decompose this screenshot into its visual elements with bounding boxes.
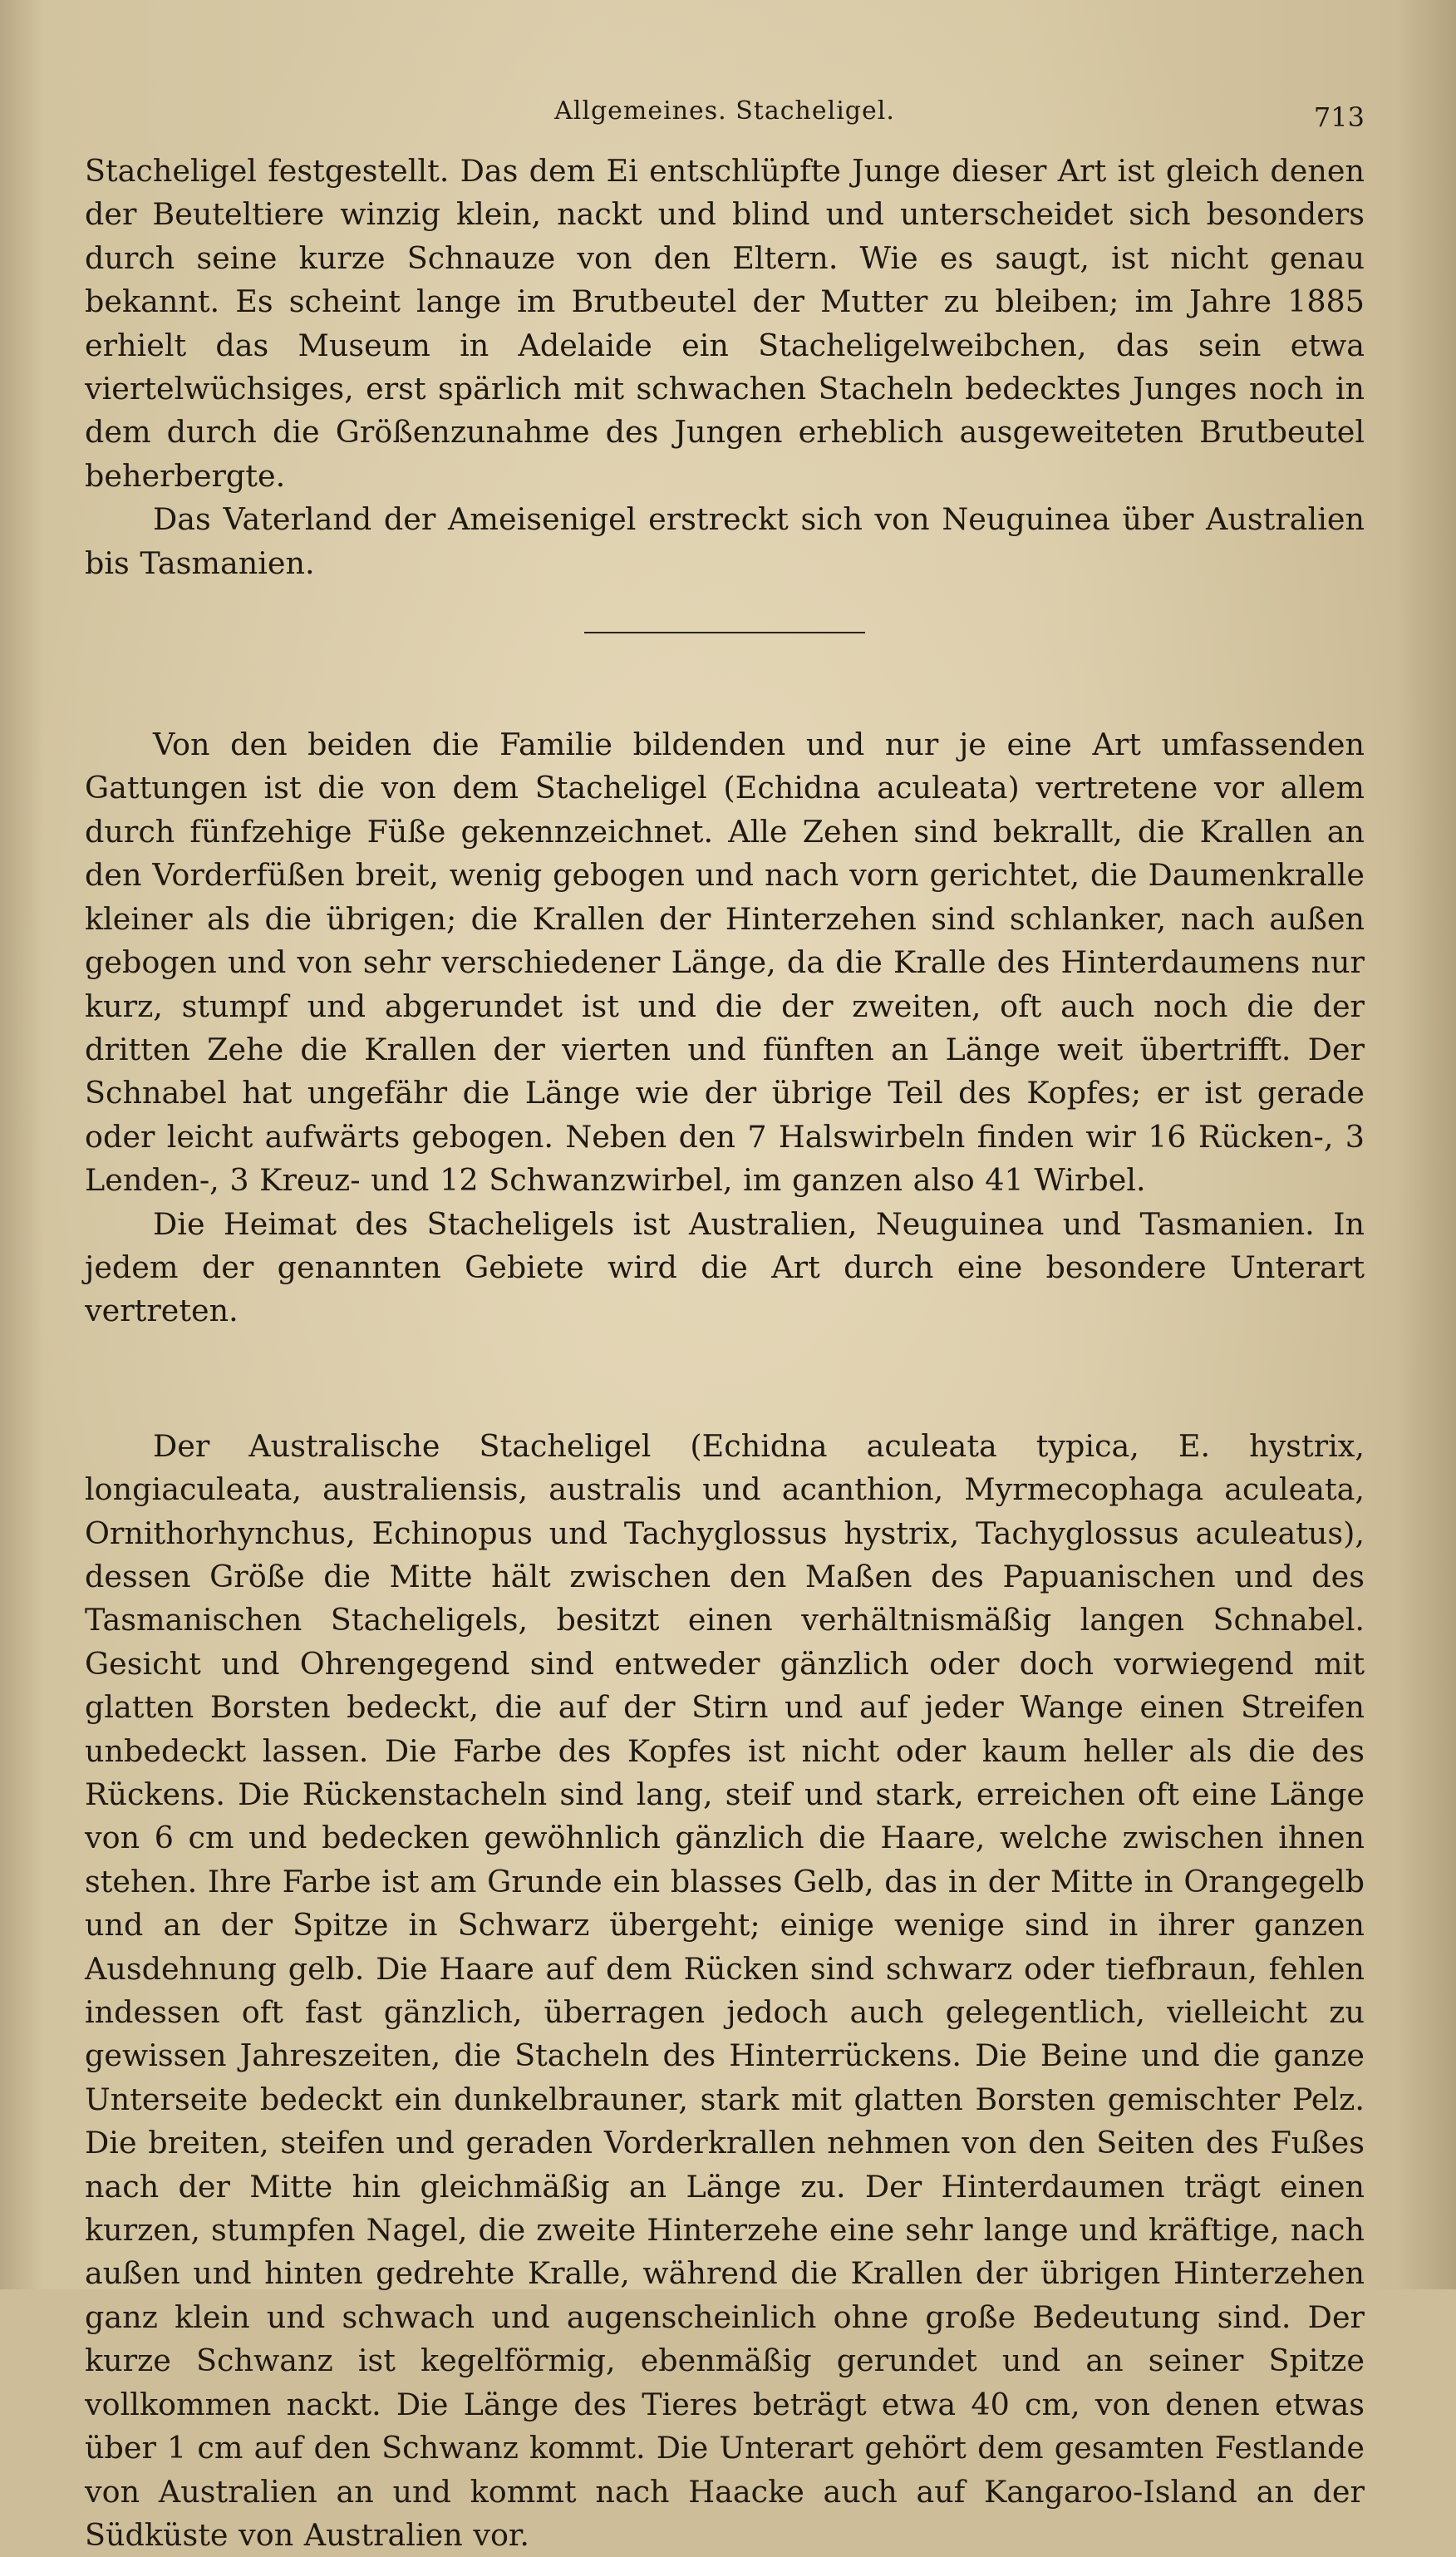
page-number: 713 [1313, 101, 1365, 133]
paragraph-continuation: Stacheligel festgestellt. Das dem Ei entschlüpfte Junge dieser Art ist gleich denen der Beuteltiere winzig klein, nackt und blind und unterscheidet sich besonders durch seine kurze Schnauze von den Eltern. Wie es saugt, ist nicht genau bekannt. Es scheint lange im Brutbeutel der Mutter zu bleiben; im Jahre 1885 erhielt das Museum in Adelaide ein Stacheligelweibchen, das sein etwa viertelwüchsiges, erst spärlich mit schwachen Stacheln bedecktes Junges noch in dem durch die Größenzunahme des Jungen erheblich ausgeweiteten Brutbeutel beherbergte. [85, 153, 1365, 494]
paragraph-australian-echidna: Der Australische Stacheligel (Echidna aculeata typica, E. hystrix, longiaculeata, australiensis, australis und acanthion, Myrmecophaga aculeata, Ornithorhynchus, Echinopus und Tachyglossus hystrix, Tachyglossus aculeatus), dessen Größe die Mitte hält zwischen den Maßen des Papuanischen und des Tasmanischen Stacheligels, besitzt einen verhältnismäßig langen Schnabel. Gesicht und Ohrengegend sind entweder gänzlich oder doch vorwiegend mit glatten Borsten bedeckt, die auf der Stirn und auf jeder Wange einen Streifen unbedeckt lassen. Die Farbe des Kopfes ist nicht oder kaum heller als die des Rückens. Die Rückenstacheln sind lang, steif und stark, erreichen oft eine Länge von 6 cm und bedecken gewöhnlich gänzlich die Haare, welche zwischen ihnen stehen. Ihre Farbe ist am Grunde ein blasses Gelb, das in der Mitte in Orangegelb und an der Spitze in Schwarz übergeht; einige wenige sind in ihrer ganzen Ausdehnung gelb. Die Haare auf dem Rücken sind schwarz oder tiefbraun, fehlen indessen oft fast gänzlich, überragen jedoch auch gelegentlich, vielleicht zu gewissen Jahreszeiten, die Stacheln des Hinterrückens. Die Beine und die ganze Unterseite bedeckt ein dunkelbrauner, stark mit glatten Borsten gemischter Pelz. Die breiten, steifen und geraden Vorderkrallen nehmen von den Seiten des Fußes nach der Mitte hin gleichmäßig an Länge zu. Der Hinterdaumen trägt einen kurzen, stumpfen Nagel, die zweite Hinterzehe eine sehr lange und kräftige, nach außen und hinten gedrehte Kralle, während die Krallen der übrigen Hinterzehen ganz klein und schwach und augenscheinlich ohne große Bedeutung sind. Der kurze Schwanz ist kegelförmig, ebenmäßig gerundet und an seiner Spitze vollkommen nackt. Die Länge des Tieres beträgt etwa 40 cm, von denen etwas über 1 cm auf den Schwanz kommt. Die Unterart gehört dem gesamten Festlande von Australien an und kommt nach Haacke auch auf Kangaroo-Island an der Südküste von Australien vor. [85, 1427, 1365, 2553]
running-title: Allgemeines. Stacheligel. [554, 96, 895, 126]
section-australian-echidna [85, 1425, 1365, 2557]
paragraph-heimat: Die Heimat des Stacheligels ist Australien, Neuguinea und Tasmanien. In jedem der genannten Gebiete wird die Art durch eine besondere Unterart vertreten. [85, 1205, 1365, 1329]
paragraph-genus-description: Von den beiden die Familie bildenden und nur je eine Art umfassenden Gattungen ist die von dem Stacheligel (Echidna aculeata) vertretene vor allem durch fünfzehige Füße gekennzeichnet. Alle Zehen sind bekrallt, die Krallen an den Vorderfüßen breit, wenig gebogen und nach vorn gerichtet, die Daumenkralle kleiner als die übrigen; die Krallen der Hinterzehen sind schlanker, nach außen gebogen und von sehr verschiedener Länge, da die Kralle des Hinterdaumens nur kurz, stumpf und abgerundet ist und die der zweiten, oft auch noch die der dritten Zehe die Krallen der vierten und fünften an Länge weit übertrifft. Der Schnabel hat ungefähr die Länge wie der übrige Teil des Kopfes; er ist gerade oder leicht aufwärts gebogen. Neben den 7 Halswirbeln finden wir 16 Rücken-, 3 Lenden-, 3 Kreuz- und 12 Schwanzwirbel, im ganzen also 41 Wirbel. [85, 727, 1365, 1199]
section-continuation [85, 150, 1365, 585]
paragraph-vaterland: Das Vaterland der Ameisenigel erstreckt sich von Neuguinea über Australien bis Tasmanien. [85, 501, 1365, 581]
section-divider-rule [584, 632, 865, 633]
section-genus [85, 723, 1365, 1333]
running-head [85, 91, 1365, 141]
